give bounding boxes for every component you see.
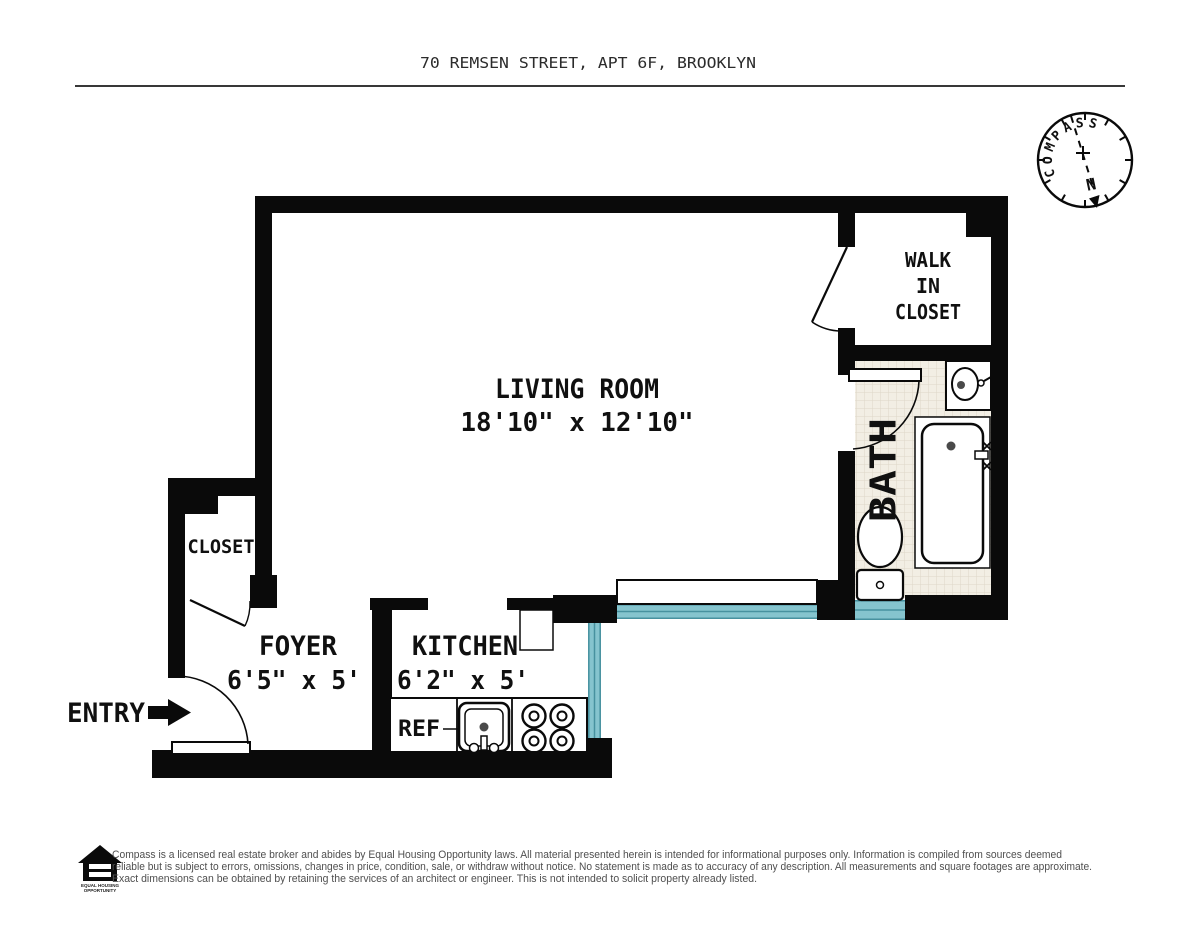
disclaimer-line-2: reliable but is subject to errors, omissions, changes in price, condition, sale, or withdraw without notice. No statement is made as to accuracy of any description. All measurements and square footages are approximate. (112, 861, 1092, 873)
door-leaf (849, 369, 921, 381)
sink-drain (480, 723, 489, 732)
kitchen-sink (459, 703, 509, 753)
living-room-label: LIVING ROOM (495, 374, 659, 405)
window-bath (853, 600, 905, 620)
wall-wic-bath-divider (838, 345, 1008, 361)
kitchen-label: KITCHEN (412, 631, 518, 662)
walk-in-closet-label-line2: IN (916, 274, 940, 298)
logo-equal-top (89, 864, 111, 869)
entry (67, 698, 191, 729)
header (75, 54, 1125, 86)
door-leaf (172, 742, 250, 754)
wall-kitchen-corner (553, 595, 617, 623)
wall-closet-top (168, 478, 272, 496)
closet-label: CLOSET (187, 536, 255, 558)
sink-drain (957, 381, 965, 389)
sink-knob-right (490, 744, 499, 753)
door-closet (190, 600, 250, 626)
disclaimer-line-3: Exact dimensions can be obtained by retaining the services of an architect or engineer. This is not intended to solicit property already listed. (112, 873, 757, 885)
door-leaf (812, 247, 847, 322)
toilet-flush-button (877, 582, 884, 589)
sink-basin (952, 368, 978, 400)
door-swing-arc (245, 601, 250, 626)
wall-left-lower (168, 480, 185, 678)
wall-bath-left-lower (838, 451, 855, 600)
compass-icon (1038, 113, 1132, 208)
window-sill (617, 580, 817, 604)
compass-north-label: N (1084, 174, 1098, 195)
wall-bottom-right (905, 595, 1008, 620)
faucet-spout (975, 451, 988, 459)
window-living-room (617, 580, 817, 619)
wall-closet-notch (185, 496, 218, 514)
door-leaf (190, 600, 245, 626)
walk-in-closet-label-line1: WALK (905, 248, 951, 272)
foyer-label: FOYER (259, 631, 338, 662)
footer (78, 845, 1092, 893)
logo-caption-line2: OPPORTUNITY (83, 888, 117, 893)
walk-in-closet-label-line3: CLOSET (895, 300, 961, 324)
bath-label: BATH (863, 435, 905, 522)
bathtub (915, 417, 991, 568)
living-room-dimensions: 18'10" x 12'10" (460, 408, 694, 438)
arrow-head (168, 699, 191, 726)
ref-label: REF (398, 717, 440, 742)
kitchen-dimensions: 6'2" x 5' (397, 666, 529, 696)
wall-wic-upper (838, 213, 855, 247)
wall-right (991, 196, 1008, 620)
kitchen-counter (381, 698, 587, 753)
wall-between-windows (817, 580, 855, 620)
entry-arrow-icon (148, 699, 191, 726)
logo-equal-bottom (89, 872, 111, 877)
page-title: 70 REMSEN STREET, APT 6F, BROOKLYN (420, 54, 756, 72)
wall-living-left (255, 196, 272, 608)
arrow-shaft (148, 706, 168, 719)
sink-knob-left (470, 744, 479, 753)
wall-kitchen-return (520, 610, 553, 650)
compass-label: COMPASS (1040, 115, 1103, 180)
wall-kitchen-cap (370, 598, 428, 610)
wall-kitchen-window-foot (585, 738, 612, 778)
floor-plan (67, 196, 1008, 778)
sink-faucet-icon (978, 380, 984, 386)
sink-faucet-icon (481, 736, 487, 750)
logo-caption-line1: EQUAL HOUSING (81, 883, 119, 888)
foyer-dimensions: 6'5" x 5' (227, 666, 361, 696)
wall-top (255, 196, 1008, 213)
entry-label: ENTRY (67, 698, 146, 729)
bathtub-drain (947, 442, 956, 451)
compass-cross (1076, 146, 1090, 160)
wall-wic-notch (966, 213, 991, 237)
window-kitchen (588, 623, 601, 741)
disclaimer-line-1: Compass is a licensed real estate broker and abides by Equal Housing Opportunity laws. All material presented herein is intended for informational purposes only. Information is compiled from sources deemed (112, 849, 1062, 861)
wall-kitchen-bar (507, 598, 553, 610)
wall-jamb-foyer (250, 575, 277, 608)
door-walk-in-closet (812, 247, 852, 331)
bathroom-sink (946, 361, 991, 410)
